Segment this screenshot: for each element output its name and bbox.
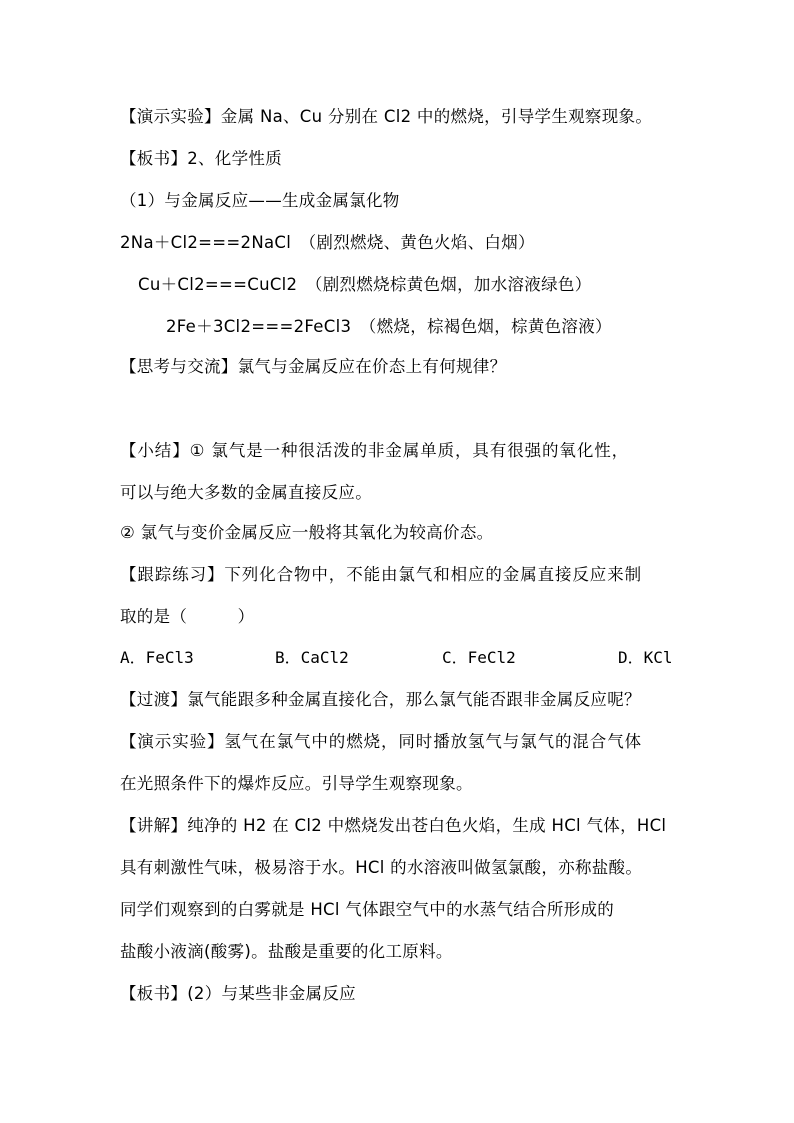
transition-line: 【过渡】氯气能跟多种金属直接化合，那么氯气能否跟非金属反应呢？ — [120, 690, 641, 709]
practice-question-line-2: 取的是（ ） — [120, 607, 255, 626]
board-heading-chemical-properties: 【板书】2、化学性质 — [120, 149, 282, 168]
equation-cu: Cu＋Cl2===CuCl2 （剧烈燃烧棕黄色烟，加水溶液绿色） — [138, 275, 592, 294]
reaction-with-metals-heading: （1）与金属反应——生成金属氯化物 — [120, 191, 400, 210]
option-a: A．FeCl3 — [120, 648, 194, 667]
equation-na: 2Na＋Cl2===2NaCl （剧烈燃烧、黄色火焰、白烟） — [120, 233, 535, 252]
think-and-discuss-line: 【思考与交流】氯气与金属反应在价态上有何规律？ — [120, 357, 507, 376]
demo-experiment-line: 【演示实验】金属 Na、Cu 分别在 Cl2 中的燃烧，引导学生观察现象。 — [120, 107, 653, 126]
option-b: B．CaCl2 — [275, 648, 349, 667]
explanation-line-2: 具有刺激性气味，极易溶于水。HCl 的水溶液叫做氢氯酸，亦称盐酸。 — [120, 858, 643, 877]
option-d: D．KCl — [618, 648, 673, 667]
board-heading-nonmetals: 【板书】(2）与某些非金属反应 — [120, 984, 356, 1003]
explanation-line-1: 【讲解】纯净的 H2 在 Cl2 中燃烧发出苍白色火焰，生成 HCl 气体，HCl — [120, 816, 667, 835]
practice-question-line-1: 【跟踪练习】下列化合物中，不能由氯气和相应的金属直接反应来制 — [120, 565, 642, 584]
demo-experiment-2-line-1: 【演示实验】氢气在氯气中的燃烧，同时播放氢气与氯气的混合气体 — [120, 732, 642, 751]
option-c: C．FeCl2 — [442, 648, 516, 667]
explanation-line-4: 盐酸小液滴(酸雾)。盐酸是重要的化工原料。 — [120, 942, 453, 961]
answer-options — [120, 647, 680, 669]
equation-fe: 2Fe＋3Cl2===2FeCl3 （燃烧，棕褐色烟，棕黄色溶液） — [166, 317, 612, 336]
demo-experiment-2-line-2: 在光照条件下的爆炸反应。引导学生观察现象。 — [120, 774, 473, 793]
explanation-line-3: 同学们观察到的白雾就是 HCl 气体跟空气中的水蒸气结合所形成的 — [120, 900, 615, 919]
summary-line-1: 【小结】① 氯气是一种很活泼的非金属单质，具有很强的氧化性， — [120, 441, 630, 460]
summary-line-3: ② 氯气与变价金属反应一般将其氧化为较高价态。 — [120, 523, 494, 542]
summary-line-2: 可以与绝大多数的金属直接反应。 — [120, 483, 372, 502]
